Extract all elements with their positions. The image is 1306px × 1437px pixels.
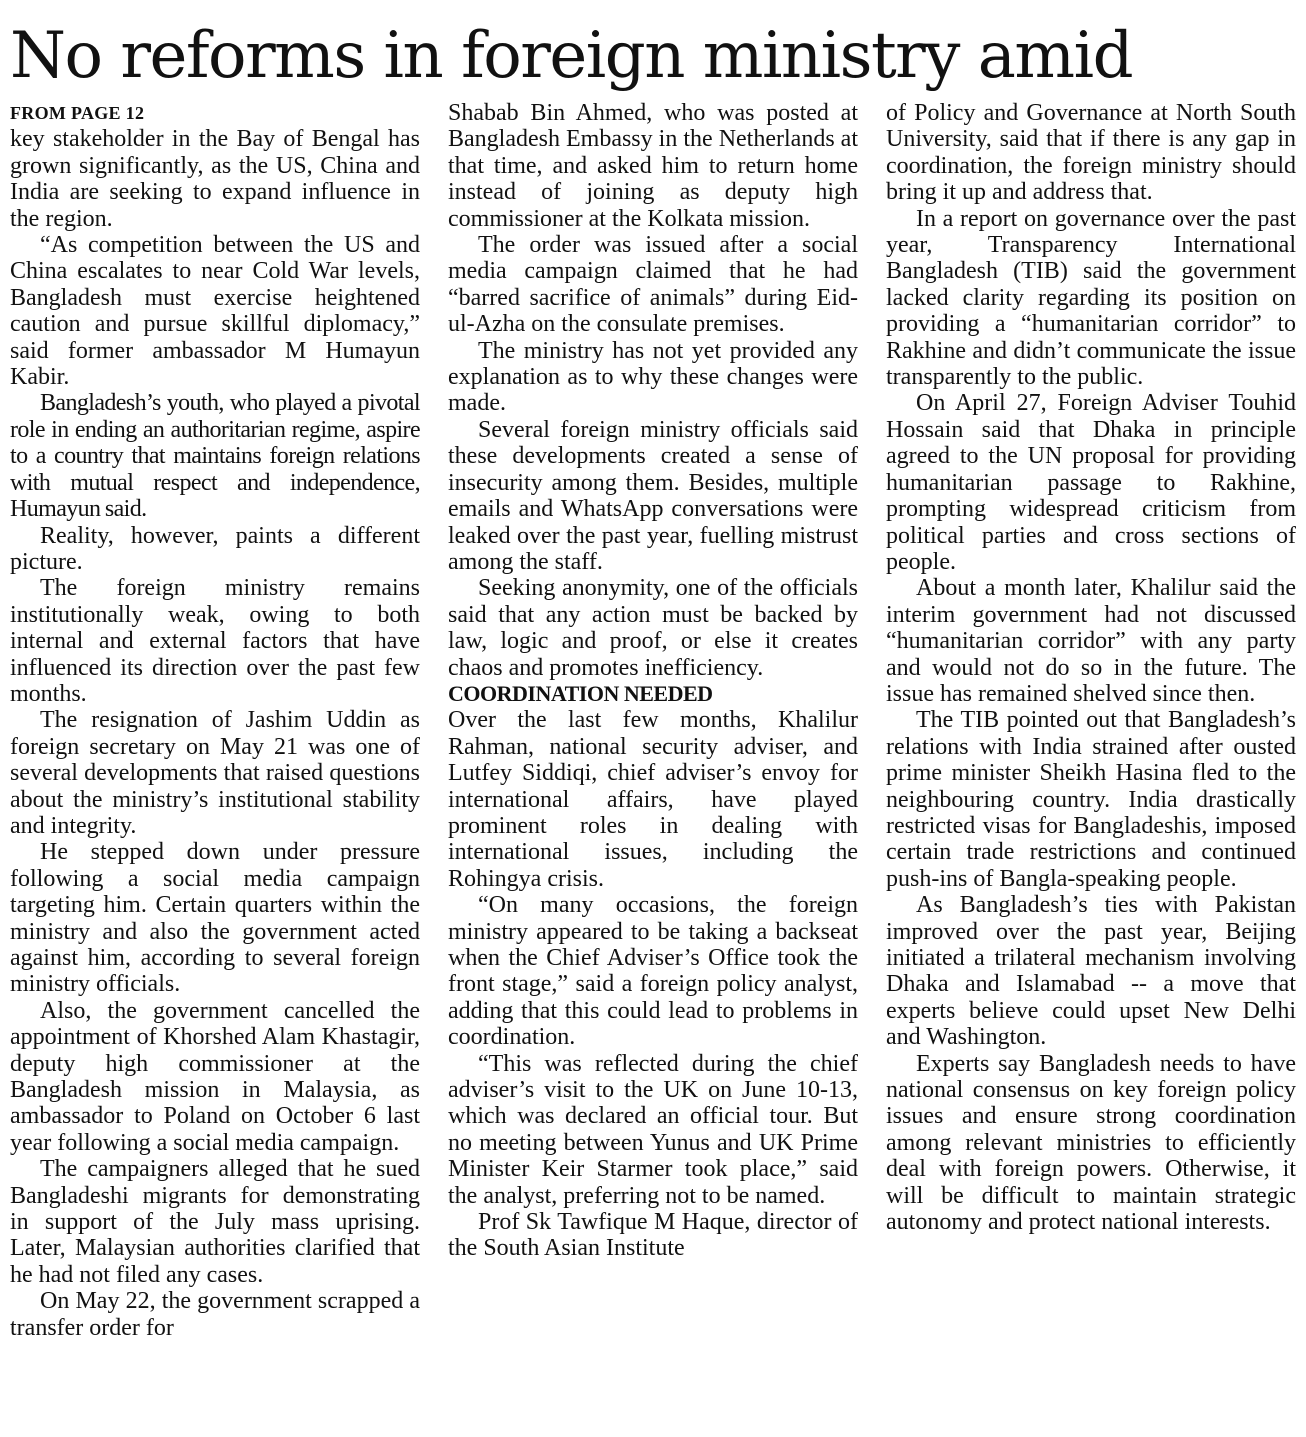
paragraph: On May 22, the government scrapped a transfer order for [10,1288,420,1341]
column-1 [10,100,420,1341]
paragraph: “On many occasions, the foreign ministry appeared to be taking a backseat when the Chief Adviser’s Office took the front stage,” said a foreign policy analyst, adding that this could lead to problems in coordination. [448,892,858,1051]
jump-from-label: FROM PAGE 12 [10,103,145,123]
paragraph: Bangladesh’s youth, who played a pivotal role in ending an authoritarian regime, aspire to a country that maintains foreign relations with mutual respect and independence, Humayun said. [10,390,420,523]
paragraph: key stakeholder in the Bay of Bengal has grown significantly, as the US, China and India are seeking to expand influence in the region. [10,126,420,232]
paragraph: Over the last few months, Khalilur Rahman, national security adviser, and Lutfey Siddiqi, chief adviser’s envoy for international affairs, have played prominent roles in dealing with international issues, including the Rohingya crisis. [448,707,858,892]
paragraph: Prof Sk Tawfique M Haque, director of the South Asian Institute [448,1209,858,1262]
paragraph: “As competition between the US and China escalates to near Cold War levels, Bangladesh must exercise heightened caution and pursue skillful diplomacy,” said former ambassador M Humayun Kabir. [10,232,420,391]
paragraph: Reality, however, paints a different picture. [10,522,420,575]
paragraph: “This was reflected during the chief adviser’s visit to the UK on June 10-13, which was declared an official tour. But no meeting between Yunus and UK Prime Minister Keir Starmer took place,” said the analyst, preferring not to be named. [448,1050,858,1209]
paragraph: The ministry has not yet provided any explanation as to why these changes were made. [448,337,858,417]
paragraph: The TIB pointed out that Bangladesh’s relations with India strained after ousted prime minister Sheikh Hasina fled to the neighbouring country. India drastically restricted visas for Bangladeshis, imposed certain trade restrictions and continued push-ins of Bangla-speaking people. [886,707,1296,892]
paragraph: Also, the government cancelled the appointment of Khorshed Alam Khastagir, deputy high commissioner at the Bangladesh mission in Malaysia, as ambassador to Poland on October 6 last year following a social media campaign. [10,997,420,1156]
column-3 [886,100,1296,1235]
paragraph: In a report on governance over the past year, Transparency International Bangladesh (TIB) said the government lacked clarity regarding its position on providing a “humanitarian corridor” to Rakhine and didn’t communicate the issue transparently to the public. [886,205,1296,391]
paragraph: Shabab Bin Ahmed, who was posted at Bangladesh Embassy in the Netherlands at that time, and asked him to return home instead of joining as deputy high commissioner at the Kolkata mission. [448,100,858,232]
paragraph: of Policy and Governance at North South University, said that if there is any gap in coordination, the foreign ministry should bring it up and address that. [886,100,1296,206]
paragraph: On April 27, Foreign Adviser Touhid Hossain said that Dhaka in principle agreed to the UN proposal for providing humanitarian passage to Rakhine, prompting widespread criticism from political parties and cross sections of people. [886,390,1296,575]
section-subhead: COORDINATION NEEDED [448,680,713,706]
paragraph: As Bangladesh’s ties with Pakistan improved over the past year, Beijing initiated a trilateral mechanism involving Dhaka and Islamabad -- a move that experts believe could upset New Delhi and Washington. [886,892,1296,1051]
paragraph: The order was issued after a social media campaign claimed that he had “barred sacrifice of animals” during Eid-ul-Azha on the consulate premises. [448,232,858,338]
paragraph: About a month later, Khalilur said the interim government had not discussed “humanitarian corridor” with any party and would not do so in the future. The issue has remained shelved since then. [886,575,1296,707]
paragraph: Seeking anonymity, one of the officials said that any action must be backed by law, logic and proof, or else it creates chaos and promotes inefficiency. [448,575,858,681]
paragraph: The resignation of Jashim Uddin as foreign secretary on May 21 was one of several developments that raised questions about the ministry’s institutional stability and integrity. [10,707,420,839]
column-2 [448,100,858,1262]
paragraph: Several foreign ministry officials said these developments created a sense of insecurity among them. Besides, multiple emails and WhatsApp conversations were leaked over the past year, fuelling mistrust among the staff. [448,416,858,575]
paragraph: The campaigners alleged that he sued Bangladeshi migrants for demonstrating in support of the July mass uprising. Later, Malaysian authorities clarified that he had not filed any cases. [10,1156,420,1288]
paragraph: Experts say Bangladesh needs to have national consensus on key foreign policy issues and ensure strong coordination among relevant ministries to efficiently deal with foreign powers. Otherwise, it will be difficult to maintain strategic autonomy and protect national interests. [886,1050,1296,1236]
paragraph: The foreign ministry remains institutionally weak, owing to both internal and external factors that have influenced its direction over the past few months. [10,575,420,707]
headline: No reforms in foreign ministry amid [10,19,1133,93]
paragraph: He stepped down under pressure following a social media campaign targeting him. Certain quarters within the ministry and also the government acted against him, according to several foreign ministry officials. [10,839,420,998]
